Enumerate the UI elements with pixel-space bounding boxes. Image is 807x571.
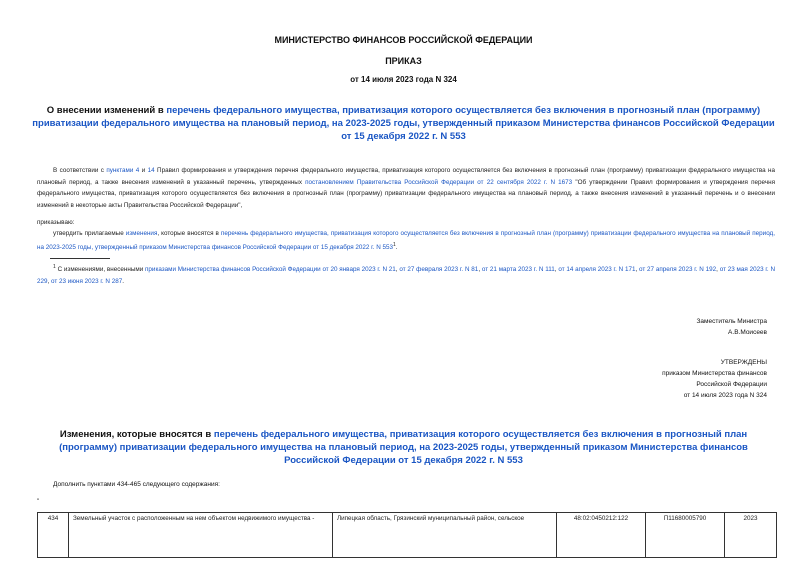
preamble-prefix: В соответствии с xyxy=(53,167,107,174)
footnote-sep-2: , xyxy=(478,266,482,274)
footnote-link-2[interactable]: от 27 февраля 2023 г. N 81 xyxy=(399,266,479,274)
footnote-link-6[interactable]: от 23 мая 2023 г. N 229 xyxy=(37,266,775,285)
preamble-link-p4[interactable]: пунктами 4 xyxy=(106,167,140,174)
footnote-suffix: . xyxy=(122,277,124,285)
approve-link-list[interactable]: перечень федерального имущества, приватизация которого осуществляется без включения в прогнозный план (программу) приватизации федерального имущества на плановый период, на 2023-2025 годы, утвержденный приказом Министерства финансов Российской Федерации от 15 декабря 2022 г. N 553 xyxy=(37,230,775,251)
footnote xyxy=(37,262,775,287)
preamble-link-resolution[interactable]: постановлением Правительства Российской Федерации от 22 сентября 2022 г. N 1673 xyxy=(305,178,573,186)
preamble-middle: Правил формирования и утверждения перечня федерального имущества, приватизация которого осуществляется без включения в прогнозный план (программу) приватизации федерального имущества на плановый период, а также внесения изменений в указанный перечень, утвержденных xyxy=(37,167,776,186)
preamble-paragraph xyxy=(37,165,775,211)
footnote-ref[interactable]: 1 xyxy=(393,241,396,248)
title-prefix: О внесении изменений в xyxy=(46,105,167,116)
footnote-link-7[interactable]: от 23 июня 2023 г. N 287 xyxy=(51,277,123,285)
preamble-link-p14[interactable]: 14 xyxy=(147,167,155,174)
approve-prefix: утвердить прилагаемые xyxy=(53,230,126,237)
preamble-and: и xyxy=(139,167,148,174)
footnote-divider xyxy=(50,258,110,259)
cell-year: 2023 xyxy=(725,513,777,558)
ministry-name: МИНИСТЕРСТВО ФИНАНСОВ РОССИЙСКОЙ ФЕДЕРАЦИИ xyxy=(274,35,533,45)
cell-registry: П11680005790 xyxy=(646,513,725,558)
title-link-order[interactable]: приказом Министерства финансов Российской Федерации от 15 декабря 2022 г. N 553 xyxy=(341,118,775,142)
approval-stamp xyxy=(662,357,767,401)
approve-link-changes[interactable]: изменения xyxy=(125,230,158,237)
approve-suffix: . xyxy=(395,243,398,251)
cell-object: Земельный участок с расположенным на нем объектом недвижимого имущества - xyxy=(69,513,333,558)
footnote-link-4[interactable]: от 14 апреля 2023 г. N 171 xyxy=(558,266,636,274)
title-link-list[interactable]: перечень федерального имущества, приватизация которого осуществляется без включения в прогнозный план (программу) приватизации федерального имущества на плановый период, на 2023-2025 годы, утвержденный xyxy=(32,105,761,129)
approve-paragraph xyxy=(37,228,775,253)
quote-mark: " xyxy=(37,499,40,505)
supplement-text: Дополнить пунктами 434-465 следующего содержания: xyxy=(53,481,220,488)
signature-name: А.В.Моисеев xyxy=(728,329,767,336)
footnote-sep-1: , xyxy=(395,266,400,274)
footnote-sep-5: , xyxy=(716,266,720,274)
footnote-prefix: С изменениями, внесенными xyxy=(55,266,146,274)
order-word: приказываю: xyxy=(37,219,75,226)
signature-block xyxy=(697,316,768,338)
changes-title-link-list[interactable]: перечень федерального имущества, приватизация которого осуществляется без включения в прогнозный план (программу) приватизации федерального имущества на плановый период, на 2023-2025 годы, утвержденный xyxy=(59,429,748,453)
approval-line-3: Российской Федерации xyxy=(696,381,767,388)
cell-cadastral: 48:02:0450212:122 xyxy=(557,513,646,558)
table-row xyxy=(38,513,777,558)
cell-number: 434 xyxy=(38,513,69,558)
order-date: от 14 июля 2023 года N 324 xyxy=(350,75,457,84)
footnote-sep-4: , xyxy=(635,266,640,274)
footnote-sep-6: , xyxy=(47,277,52,285)
footnote-link-5[interactable]: от 27 апреля 2023 г. N 192 xyxy=(639,266,717,274)
order-title xyxy=(30,104,777,143)
order-heading: ПРИКАЗ xyxy=(385,56,422,66)
approve-middle: , которые вносятся в xyxy=(157,230,221,237)
preamble-suffix: "Об утверждении Правил формирования и утверждения перечня федерального имущества, приватизация которого осуществляется без включения в прогнозный план (программу) приватизации федерального имущества на плановый период, а также внесения изменений в указанный перечень и о внесении изменений в некоторые акты Правительства Российской Федерации", xyxy=(37,178,775,209)
approval-line-2: приказом Министерства финансов xyxy=(662,370,767,377)
approval-line-1: УТВЕРЖДЕНЫ xyxy=(720,359,767,366)
signature-position: Заместитель Министра xyxy=(696,318,767,325)
footnote-link-1[interactable]: приказами Министерства финансов Российской Федерации от 20 января 2023 г. N 21 xyxy=(145,266,396,274)
approval-line-4: от 14 июля 2023 года N 324 xyxy=(683,392,767,399)
property-table xyxy=(37,512,777,558)
footnote-sep-3: , xyxy=(554,266,559,274)
changes-title-link-order[interactable]: приказом Министерства финансов Российской Федерации от 15 декабря 2022 г. N 553 xyxy=(284,442,748,466)
cell-address: Липецкая область, Грязинский муниципальный район, сельское xyxy=(333,513,557,558)
changes-title-prefix: Изменения, которые вносятся в xyxy=(59,429,214,440)
changes-title xyxy=(30,428,777,467)
footnote-number: 1 xyxy=(53,264,56,270)
footnote-link-3[interactable]: от 21 марта 2023 г. N 111 xyxy=(481,266,555,274)
